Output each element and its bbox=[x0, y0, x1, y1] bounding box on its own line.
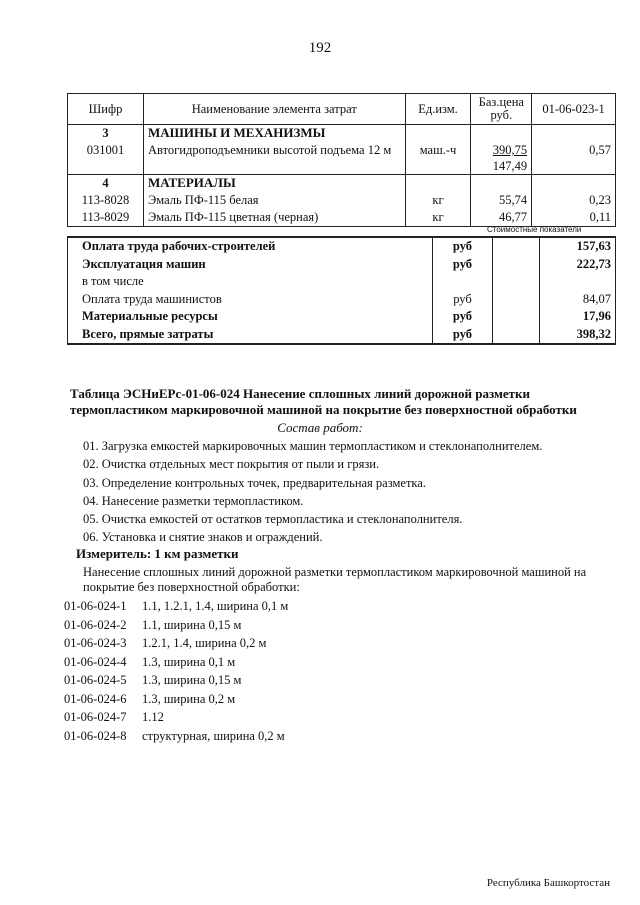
empty-cell bbox=[532, 175, 616, 193]
summary-value: 222,73 bbox=[576, 256, 611, 271]
row-value: 0,23 bbox=[532, 192, 616, 209]
empty-cell bbox=[405, 125, 471, 143]
section-row bbox=[68, 125, 616, 143]
summary-label: Оплата труда рабочих-строителей bbox=[82, 239, 276, 253]
summary-label: Материальные ресурсы bbox=[82, 309, 218, 323]
norm-text: 1.3, ширина 0,2 м bbox=[142, 691, 236, 706]
row-code: 113-8028 bbox=[68, 192, 144, 209]
list-item: 05. Очистка емкостей от остатков термопластика и стеклонаполнителя. bbox=[83, 512, 463, 527]
empty-cell bbox=[492, 326, 539, 345]
list-item bbox=[64, 671, 288, 690]
summary-label: Оплата труда машинистов bbox=[82, 291, 222, 306]
list-item bbox=[64, 653, 288, 672]
section-number: 3 bbox=[68, 125, 144, 143]
resource-table bbox=[67, 93, 616, 227]
composition-label: Состав работ: bbox=[277, 420, 363, 435]
row-code: 113-8029 bbox=[68, 209, 144, 227]
summary-table bbox=[67, 236, 616, 345]
summary-value bbox=[539, 273, 615, 291]
empty-cell bbox=[492, 291, 539, 309]
summary-label: Эксплуатация машин bbox=[82, 256, 206, 271]
section-title: МАТЕРИАЛЫ bbox=[144, 175, 406, 193]
list-item bbox=[64, 708, 288, 727]
header-name: Наименование элемента затрат bbox=[144, 94, 406, 125]
norm-code: 01-06-024-7 bbox=[64, 710, 127, 724]
works-list bbox=[83, 437, 542, 547]
header-base-price: Баз.цена руб. bbox=[471, 94, 532, 125]
summary-unit: руб bbox=[432, 237, 492, 256]
table-header-row bbox=[68, 94, 616, 125]
cost-indicators-caption: Стоимостные показатели bbox=[487, 225, 582, 234]
list-item: 02. Очистка отдельных мест покрытия от пыли и грязи. bbox=[83, 457, 380, 472]
section-row bbox=[68, 175, 616, 193]
empty-cell bbox=[492, 308, 539, 326]
page-number: 192 bbox=[308, 40, 332, 56]
row-unit: кг bbox=[405, 209, 471, 227]
footer-region: Республика Башкортостан bbox=[486, 877, 610, 889]
empty-cell bbox=[492, 237, 539, 256]
empty-cell bbox=[492, 273, 539, 291]
summary-value: 398,32 bbox=[576, 326, 611, 341]
summary-label: Всего, прямые затраты bbox=[82, 326, 214, 341]
norm-text: 1.12 bbox=[142, 710, 164, 724]
norm-code: 01-06-024-1 bbox=[64, 599, 127, 613]
header-norm-code: 01-06-023-1 bbox=[532, 94, 616, 125]
row-price: 55,74 bbox=[471, 192, 532, 209]
row-unit: кг bbox=[405, 192, 471, 209]
section-heading bbox=[70, 386, 630, 418]
row-price: 390,75 bbox=[492, 143, 528, 157]
norm-text: 1.3, ширина 0,15 м bbox=[142, 673, 242, 687]
row-unit: маш.-ч bbox=[405, 142, 471, 175]
row-name: Автогидроподъемники высотой подъема 12 м bbox=[144, 142, 406, 175]
table-row bbox=[68, 192, 616, 209]
summary-value: 17,96 bbox=[582, 309, 611, 323]
summary-value: 84,07 bbox=[582, 291, 611, 306]
norm-codes-list bbox=[64, 597, 288, 745]
summary-unit: руб bbox=[432, 326, 492, 345]
summary-unit: руб bbox=[432, 256, 492, 274]
table-row bbox=[68, 209, 616, 227]
norm-code: 01-06-024-5 bbox=[64, 673, 127, 687]
row-code: 031001 bbox=[68, 142, 144, 175]
row-price-cell bbox=[471, 142, 532, 175]
summary-unit: руб bbox=[432, 291, 492, 309]
list-item bbox=[64, 616, 288, 635]
norm-text: структурная, ширина 0,2 м bbox=[142, 728, 285, 743]
description: Нанесение сплошных линий дорожной разметки термопластиком маркировочной машиной на покрытие без поверхностной обработки: bbox=[83, 565, 587, 594]
norm-text: 1.1, 1.2.1, 1.4, ширина 0,1 м bbox=[142, 599, 289, 613]
summary-value: 157,63 bbox=[576, 239, 611, 253]
section-heading-line: Таблица ЭСНиЕРс-01-06-024 Нанесение сплошных линий дорожной разметки bbox=[70, 386, 531, 401]
norm-code: 01-06-024-8 bbox=[64, 728, 127, 743]
section-heading-line: термопластиком маркировочной машиной на покрытие без поверхностной обработки bbox=[70, 402, 577, 417]
header-code: Шифр bbox=[68, 94, 144, 125]
list-item: 06. Установка и снятие знаков и ограждений. bbox=[83, 530, 323, 545]
summary-row bbox=[68, 273, 616, 291]
row-value: 0,11 bbox=[532, 209, 616, 227]
norm-code: 01-06-024-4 bbox=[64, 654, 127, 669]
section-number: 4 bbox=[68, 175, 144, 193]
empty-cell bbox=[532, 125, 616, 143]
norm-code: 01-06-024-2 bbox=[64, 617, 127, 632]
row-name: Эмаль ПФ-115 белая bbox=[144, 192, 406, 209]
norm-text: 1.3, ширина 0,1 м bbox=[142, 654, 236, 669]
row-name: Эмаль ПФ-115 цветная (черная) bbox=[144, 209, 406, 227]
row-value: 0,57 bbox=[532, 142, 616, 175]
table-row bbox=[68, 142, 616, 175]
summary-row bbox=[68, 291, 616, 309]
summary-unit: руб bbox=[432, 308, 492, 326]
row-price: 46,77 bbox=[471, 209, 532, 227]
norm-code: 01-06-024-6 bbox=[64, 691, 127, 706]
list-item bbox=[64, 597, 288, 616]
list-item bbox=[64, 634, 288, 653]
row-price-secondary: 147,49 bbox=[492, 159, 528, 173]
header-unit: Ед.изм. bbox=[405, 94, 471, 125]
norm-code: 01-06-024-3 bbox=[64, 636, 127, 650]
measure-unit: Измеритель: 1 км разметки bbox=[76, 546, 239, 561]
summary-unit bbox=[432, 273, 492, 291]
list-item: 04. Нанесение разметки термопластиком. bbox=[83, 493, 304, 508]
section-title: МАШИНЫ И МЕХАНИЗМЫ bbox=[144, 125, 406, 143]
empty-cell bbox=[405, 175, 471, 193]
summary-row bbox=[68, 256, 616, 274]
list-item bbox=[64, 690, 288, 709]
norm-text: 1.1, ширина 0,15 м bbox=[142, 617, 242, 632]
empty-cell bbox=[492, 256, 539, 274]
list-item bbox=[64, 727, 288, 746]
empty-cell bbox=[471, 175, 532, 193]
list-item: 03. Определение контрольных точек, предварительная разметка. bbox=[83, 475, 426, 490]
summary-label: в том числе bbox=[82, 274, 144, 288]
empty-cell bbox=[471, 125, 532, 143]
summary-row bbox=[68, 326, 616, 345]
summary-row bbox=[68, 308, 616, 326]
norm-text: 1.2.1, 1.4, ширина 0,2 м bbox=[142, 636, 267, 650]
summary-row bbox=[68, 237, 616, 256]
list-item: 01. Загрузка емкостей маркировочных машин термопластиком и стеклонаполнителем. bbox=[83, 439, 543, 453]
